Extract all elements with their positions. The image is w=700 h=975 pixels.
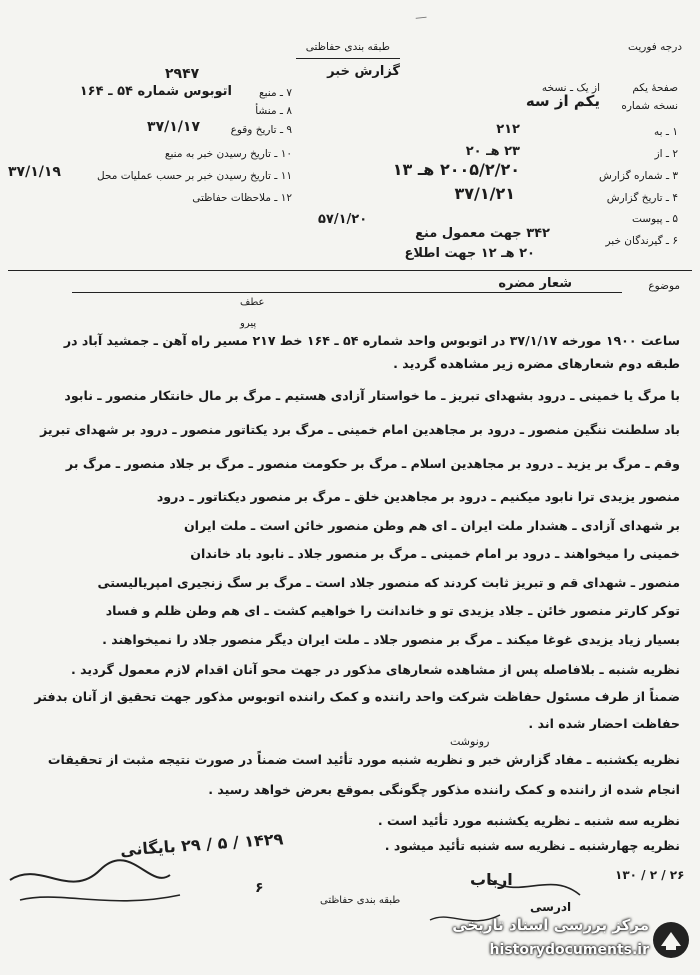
received-date: ۵۷/۱/۲۰ [318, 212, 368, 227]
body-line: نظریه شنبه ـ بلافاصله پس از مشاهده شعارهای مذکور در جهت محو آنان اقدام لازم معمول گردید . [70, 662, 680, 677]
header-divider [8, 270, 692, 271]
body-line: حفاظت احضار شده اند . [528, 716, 680, 731]
priority-label: درجه فوریت [628, 41, 682, 53]
annotation-signature: ارباب [470, 870, 513, 889]
field-label-received-local: ۱۱ ـ تاریخ رسیدن خبر بر حسب عملیات محل [97, 170, 292, 182]
stamp-number: ۲۹۴۷ [165, 66, 200, 82]
followup-label: پیرو [240, 318, 257, 329]
report-title: گزارش خبر [327, 64, 400, 79]
classification-label: طبقه بندی حفاظتی [305, 41, 390, 53]
field-value-source: اتوبوس شماره ۵۴ ـ ۱۶۴ [79, 84, 232, 99]
body-line: منصور ـ شهدای قم و تبریز ثابت کردند که منصور جلاد است ـ مرگ بر سگ زنجیری امپریالیستی [97, 575, 680, 590]
body-line: منصور یزیدی ترا نابود میکنیم ـ درود بر مجاهدین خلق ـ مرگ بر منصور دیکتاتور ـ درود [156, 489, 680, 504]
field-label-origin: ۸ ـ منشأ [255, 105, 292, 117]
body-line: طبقه دوم شعارهای مضره زیر مشاهده گردید . [393, 356, 680, 371]
subject-value: شعار مضره [498, 276, 572, 291]
field-label-attachment: ۵ ـ پیوست [631, 213, 678, 225]
field-label-to: ۱ ـ به [654, 126, 678, 138]
field-value-copy: یکم از سه [525, 92, 600, 110]
watermark [445, 912, 693, 970]
watermark-url: historydocuments.ir [489, 942, 649, 958]
watermark-logo-icon [651, 920, 691, 960]
field-value-recipients-2: ۲۰ هـ ۱۲ جهت اطلاع [404, 246, 535, 261]
field-value-to: ۲۱۲ [496, 122, 520, 137]
body-line: با مرگ یا خمینی ـ درود بشهدای تبریز ـ ما خواستار آزادی هستیم ـ مرگ بر مال خانتکار منصور ـ نابود [64, 388, 680, 403]
field-label-report-date: ۴ ـ تاریخ گزارش [606, 192, 678, 204]
field-label-from: ۲ ـ از [654, 148, 678, 160]
body-line: بسیار زیاد یزیدی غوغا میکند ـ مرگ بر منصور جلاد ـ ملت ایران دیگر منصور جلاد را نمیخواهند . [102, 632, 680, 647]
field-value-report-number: ۲۰۰۵/۲/۲۰ هـ ۱۳ [392, 160, 520, 179]
field-value-event-date: ۳۷/۱/۱۷ [147, 119, 200, 135]
body-line: بر شهدای آزادی ـ هشدار ملت ایران ـ ای هم وطن منصور خائن است ـ ملت ایران [183, 518, 680, 533]
field-value-report-date: ۳۷/۱/۲۱ [454, 184, 515, 203]
body-line: خمینی را میخواهند ـ درود بر امام خمینی ـ مرگ بر منصور جلاد ـ نابود باد خاندان [190, 546, 680, 561]
subject-label: موضوع [648, 280, 680, 292]
annotation-right-date: ۱۳۰ / ۲ / ۲۶ [615, 868, 685, 882]
field-label-copy: نسخه شماره [621, 100, 678, 112]
stamp-mark: — [414, 9, 428, 25]
footer-classification: طبقه بندی حفاظتی [320, 895, 401, 906]
body-line: ضمناً از طرف مسئول حفاظت شرکت واحد راننده و کمک راننده اتوبوس مذکور جهت تحقیق از آنان بدفتر [34, 689, 680, 704]
field-value-page: از یک ـ نسخه [541, 82, 600, 94]
reference-label: عطف [240, 297, 265, 308]
opinion-line: نظریه یکشنبه ـ مفاد گزارش خبر و نظریه شنبه مورد تأئید است ضمناً در صورت نتیجه مثبت از تحقیقات [47, 752, 680, 767]
annotation-left: ۱۴۲۹ / ۵ / ۲۹ بایگانی [119, 829, 284, 860]
field-label-received-by-source: ۱۰ ـ تاریخ رسیدن خبر به منبع [164, 148, 292, 160]
annotation-right-note: ادرسی [530, 900, 572, 914]
opinion-line: نظریه سه شنبه ـ نظریه یکشنبه مورد تأئید است . [377, 813, 680, 828]
divider [296, 58, 400, 59]
opinion-line: نظریه چهارشنبه ـ نظریه سه شنبه تأئید میشود . [384, 838, 680, 853]
opinion-line: انجام شده از راننده و کمک راننده مذکور چگونگی بموقع بعرض خواهد رسید . [208, 782, 680, 797]
field-label-event-date: ۹ ـ تاریخ وقوع [230, 124, 292, 136]
field-label-page: صفحهٔ یکم [632, 82, 678, 94]
field-label-source: ۷ ـ منبع [259, 87, 292, 99]
annotation-above: رونوشت [450, 735, 490, 748]
field-value-received-local: ۳۷/۱/۱۹ [8, 164, 61, 180]
body-line: وقم ـ مرگ بر یزید ـ درود بر مجاهدین اسلام ـ مرگ بر حکومت منصور ـ مرگ بر جلاد منصور ـ مرگ بر [65, 456, 680, 471]
body-line: توکر کارتر منصور خائن ـ جلاد یزیدی تو و خاندانت را خواهیم کشت ـ ای هم وطن ظلم و فساد [105, 603, 680, 618]
field-label-security-notes: ۱۲ ـ ملاحظات حفاظتی [192, 192, 292, 204]
subject-underline [72, 292, 622, 293]
field-label-recipients: ۶ ـ گیرندگان خبر [605, 235, 678, 247]
field-value-from: ۲۳ هـ ۲۰ [465, 144, 520, 159]
body-line: ساعت ۱۹۰۰ مورخه ۳۷/۱/۱۷ در اتوبوس واحد شماره ۵۴ ـ ۱۶۴ خط ۲۱۷ مسیر راه آهن ـ جمشید آباد در [63, 333, 680, 348]
field-value-recipients: ۳۴۲ جهت معمول منع [415, 226, 550, 241]
annotation-left-number: ۶ [255, 880, 264, 896]
body-line: باد سلطنت ننگین منصور ـ درود بر مجاهدین امام خمینی ـ مرگ برد یکتاتور منصور ـ درود بر شهدای تبریز [40, 422, 680, 437]
field-label-report-number: ۳ ـ شماره گزارش [599, 170, 678, 182]
watermark-title: مرکز بررسی اسناد تاریخی [452, 916, 649, 934]
